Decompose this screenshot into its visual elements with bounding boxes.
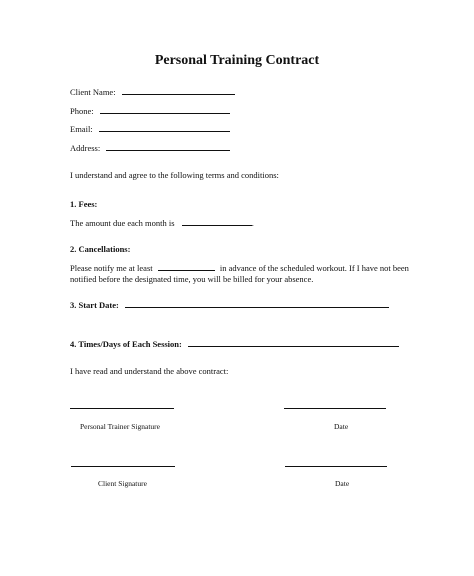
- acknowledgement-text: I have read and understand the above contract:: [70, 366, 229, 376]
- fees-heading: 1. Fees:: [70, 199, 98, 209]
- times-days-field[interactable]: [188, 339, 399, 347]
- start-date-field[interactable]: [125, 300, 389, 308]
- fees-period: .: [251, 218, 254, 228]
- phone-row: [70, 106, 230, 116]
- client-signature-label: Client Signature: [98, 479, 147, 488]
- address-row: [70, 143, 230, 153]
- start-date-row: [70, 300, 389, 310]
- start-date-heading: 3. Start Date:: [70, 300, 119, 310]
- email-label: Email:: [70, 124, 93, 134]
- client-name-field[interactable]: [122, 87, 235, 95]
- times-days-row: [70, 339, 399, 349]
- trainer-signature-line[interactable]: [70, 408, 174, 409]
- cancellations-text-before: Please notify me at least: [70, 263, 153, 273]
- cancellations-heading: 2. Cancellations:: [70, 244, 131, 254]
- trainer-date-label: Date: [334, 422, 349, 431]
- fees-row: [70, 218, 254, 228]
- trainer-date-line[interactable]: [284, 408, 386, 409]
- address-field[interactable]: [106, 143, 230, 151]
- client-signature-line[interactable]: [71, 466, 175, 467]
- fees-text: The amount due each month is: [70, 218, 175, 228]
- times-days-heading: 4. Times/Days of Each Session:: [70, 339, 182, 349]
- address-label: Address:: [70, 143, 101, 153]
- trainer-signature-label: Personal Trainer Signature: [80, 422, 160, 431]
- email-row: [70, 124, 230, 134]
- client-name-row: [70, 87, 235, 97]
- notice-period-field[interactable]: [158, 263, 215, 271]
- phone-field[interactable]: [100, 106, 230, 114]
- cancellations-row: [70, 263, 409, 273]
- cancellations-line2: notified before the designated time, you will be billed for your absence.: [70, 274, 314, 284]
- phone-label: Phone:: [70, 106, 94, 116]
- fees-amount-field[interactable]: [182, 218, 252, 226]
- client-name-label: Client Name:: [70, 87, 116, 97]
- cancellations-text-after: in advance of the scheduled workout. If I have not been: [219, 263, 409, 273]
- intro-text: I understand and agree to the following terms and conditions:: [70, 170, 279, 180]
- email-field[interactable]: [99, 124, 230, 132]
- client-date-line[interactable]: [285, 466, 387, 467]
- client-date-label: Date: [335, 479, 350, 488]
- page-title: Personal Training Contract: [154, 53, 320, 68]
